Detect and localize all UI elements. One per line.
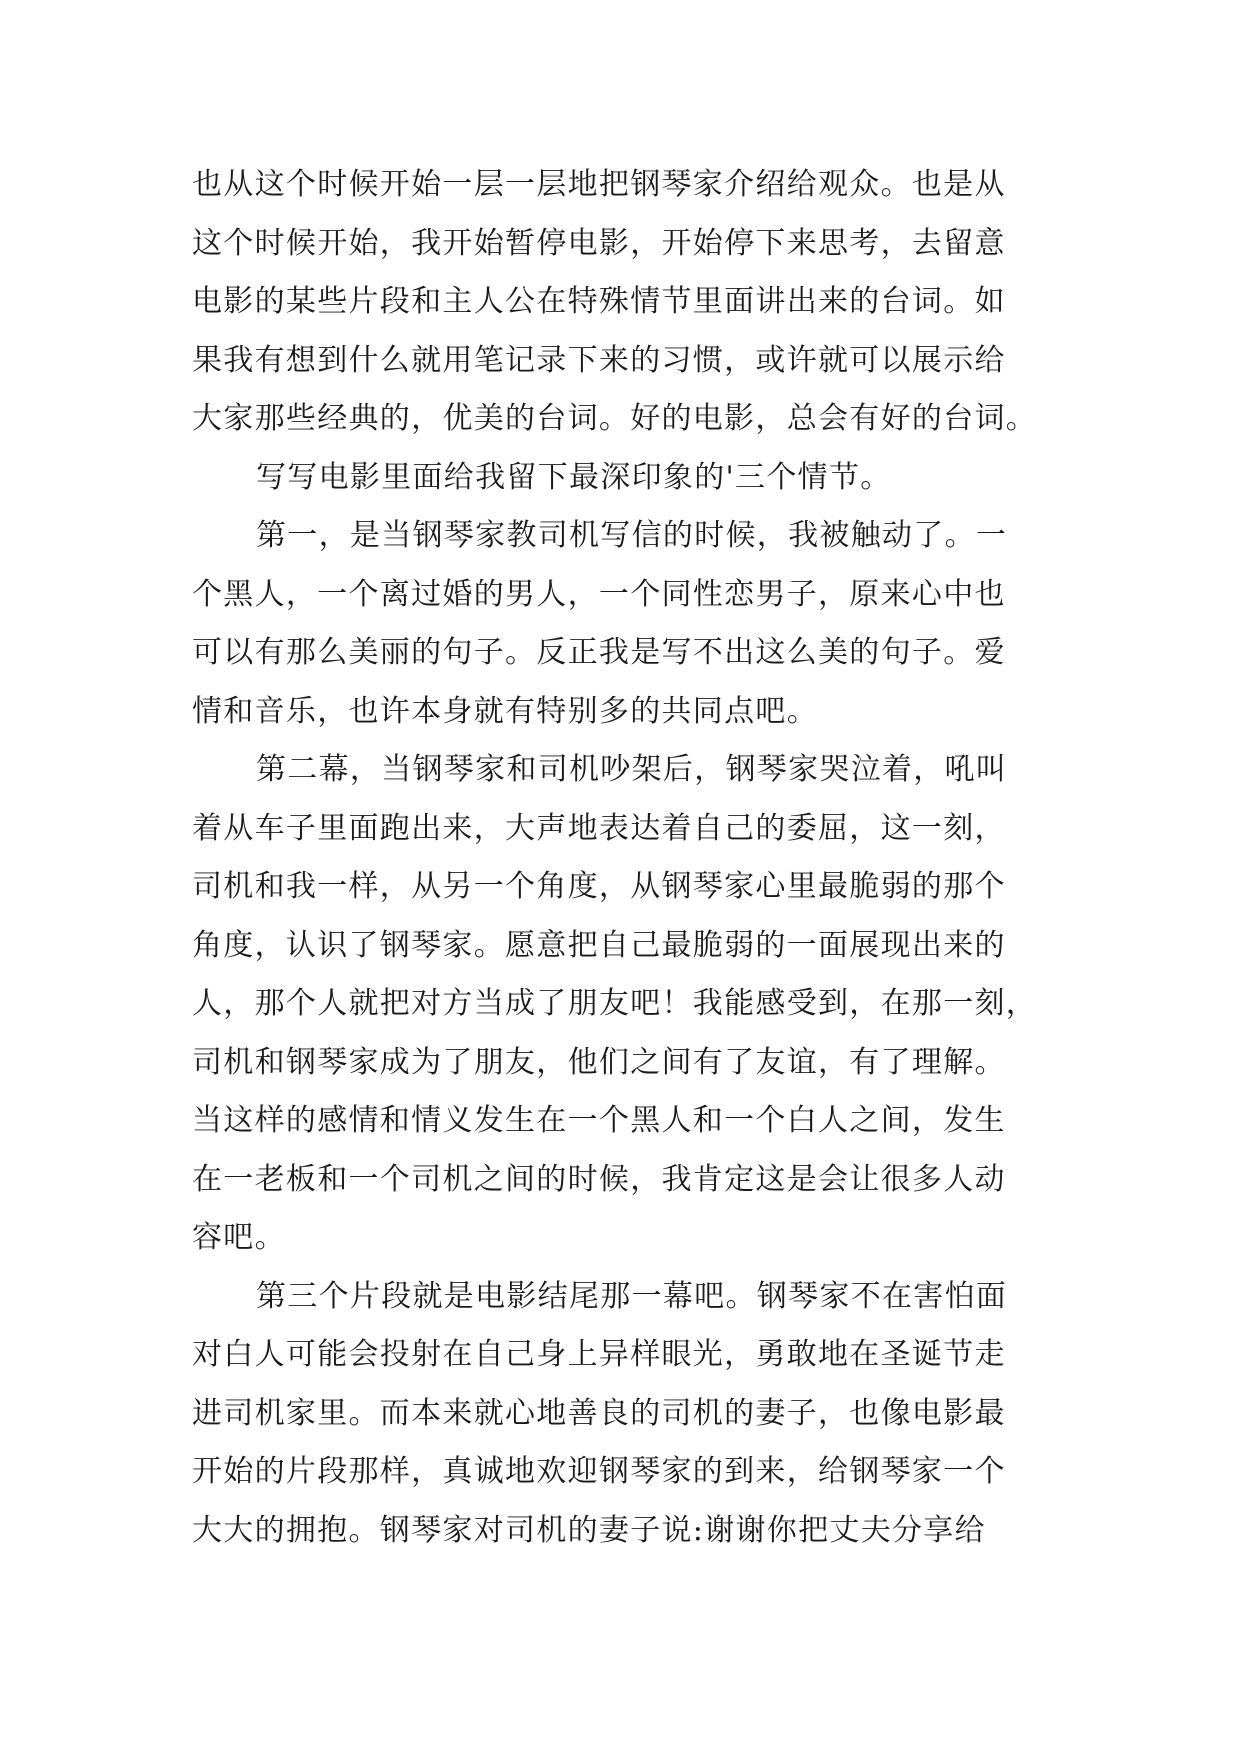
text-line: 着从车子里面跑出来，大声地表达着自己的委屈，这一刻， (192, 810, 1006, 846)
text-line: 司机和钢琴家成为了朋友，他们之间有了友谊，有了理解。 (192, 1044, 1006, 1080)
text-line: 角度，认识了钢琴家。愿意把自己最脆弱的一面展现出来的 (192, 927, 1006, 963)
text-line: 第一，是当钢琴家教司机写信的时候，我被触动了。一 (256, 518, 1008, 553)
text-line: 也从这个时候开始一层一层地把钢琴家介绍给观众。也是从 (192, 167, 1006, 202)
text-line: 当这样的感情和情义发生在一个黑人和一个白人之间，发生 (192, 1103, 1006, 1138)
text-line: 在一老板和一个司机之间的时候，我肯定这是会让很多人动 (192, 1161, 1006, 1197)
text-line: 写写电影里面给我留下最深印象的'三个情节。 (256, 459, 892, 495)
text-line: 果我有想到什么就用笔记录下来的习惯，或许就可以展示给 (192, 342, 1006, 378)
text-line: 开始的片段那样，真诚地欢迎钢琴家的到来，给钢琴家一个 (192, 1454, 1006, 1489)
text-line: 司机和我一样，从另一个角度，从钢琴家心里最脆弱的那个 (192, 869, 1006, 904)
text-line: 这个时候开始，我开始暂停电影，开始停下来思考，去留意 (192, 225, 1006, 261)
text-line: 进司机家里。而本来就心地善良的司机的妻子，也像电影最 (192, 1395, 1006, 1431)
text-line: 电影的某些片段和主人公在特殊情节里面讲出来的台词。如 (192, 284, 1006, 319)
text-line: 第二幕，当钢琴家和司机吵架后，钢琴家哭泣着，吼叫 (256, 752, 1008, 787)
text-line: 容吧。 (192, 1220, 286, 1255)
text-line: 对白人可能会投射在自己身上异样眼光，勇敢地在圣诞节走 (192, 1337, 1006, 1372)
text-line: 情和音乐，也许本身就有特别多的共同点吧。 (192, 693, 818, 729)
text-line: 可以有那么美丽的句子。反正我是写不出这么美的句子。爱 (192, 635, 1006, 670)
text-line: 个黑人，一个离过婚的男人，一个同性恋男子，原来心中也 (192, 576, 1006, 612)
text-line: 大家那些经典的，优美的台词。好的电影，总会有好的台词。 (192, 401, 1038, 436)
text-line: 第三个片段就是电影结尾那一幕吧。钢琴家不在害怕面 (256, 1278, 1008, 1314)
body-text (192, 156, 1052, 1560)
text-line: 人，那个人就把对方当成了朋友吧！我能感受到，在那一刻， (192, 986, 1038, 1021)
text-line: 大大的拥抱。钢琴家对司机的妻子说:谢谢你把丈夫分享给 (192, 1512, 986, 1548)
